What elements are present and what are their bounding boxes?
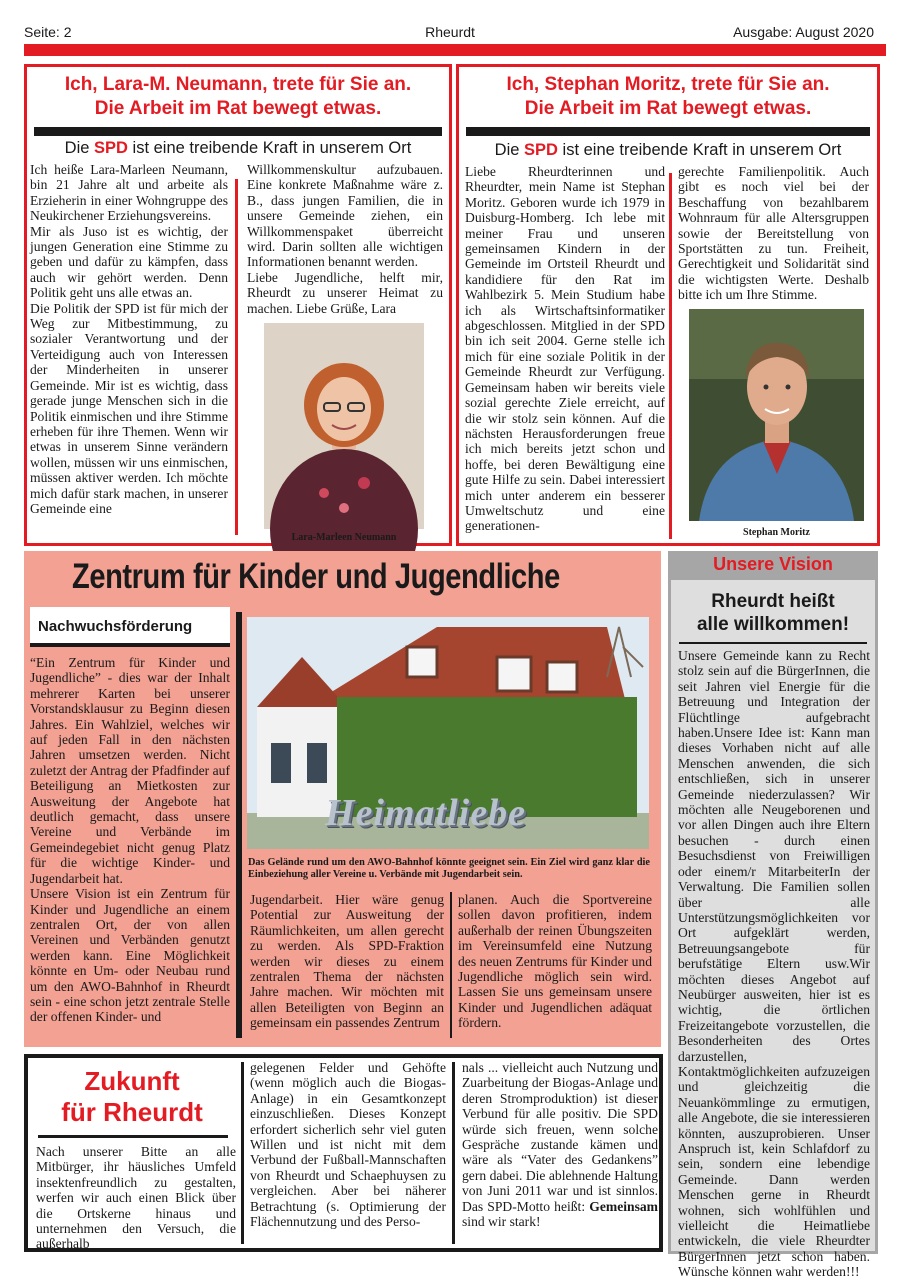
vision-box <box>668 577 878 1280</box>
zentrum-column-left: “Ein Zentrum für Kinder und Jugendliche” - dies war der Inhalt mehrerer Karten bei unserer Vorstandsklausur zu Beginn diesen Jahres. Ein Wahlziel, welches wir auf jeden Fall in den nächsten Jahren umsetzen werden. Nicht zuletzt der Antrag der Pfadfinder auf Beteiligung an Mietkosten zur Ausweitung der Angebote hat deutlich gemacht, dass unsere Vereine und Verbände im Gemeindegebiet nicht genug Platz für die wichtige Kinder- und Jugendarbeit hat. Unsere Vision ist ein Zentrum für Kinder und Jugendliche an einem zentralen Ort, der von allen Vereinen und Verbänden genutzt werden kann. Eine Möglichkeit könnte en Um- oder Neubau rund um den AWO-Bahnhof in Rheurdt sein - eine schon jetzt zentrale Stelle der offenen Kinder- und <box>30 655 230 1025</box>
profile-stephan <box>456 64 880 546</box>
headline-line-1: Ich, Lara-M. Neumann, trete für Sie an. <box>64 74 412 95</box>
headline-line-2: Die Arbeit im Rat bewegt etwas. <box>94 98 382 119</box>
headline-line-2: Die Arbeit im Rat bewegt etwas. <box>524 98 812 119</box>
zentrum-column-right: planen. Auch die Sportvereine sollen davon profitieren, indem außerhalb der reinen Übungszeiten im Vereinsumfeld eine Nutzung des neuen Zentrums für Kinder und Jugendliche möglich sein wird. Lassen Sie uns gemeinsam unsere Kinder und Jugendlichen adäquat fördern. <box>458 892 652 1031</box>
portrait-stephan-caption: Stephan Moritz <box>743 527 810 538</box>
vision-divider <box>679 642 867 644</box>
divider-bar <box>466 127 870 136</box>
profile-stephan-column-1: Liebe Rheurdterinnen und Rheurdter, mein Name ist Stephan Moritz. Geboren wurde ich 1979 in Duisburg-Homberg. Ich lebe mit meiner Frau und unseren gemeinsamen Kindern in der Gemeinde im Ortsteil Rheurdt und kandidiere für den Rat im Wahlbezirk 5. Mein Studium habe ich als Wirtschaftsinformatiker abgeschlossen. Mitglied in der SPD bin ich seit 2004. Gerne stelle ich mich für eine soziale Politik in der Gemeinde Rheurdt zur Verfügung. Gemeinsam haben wir bereits viele sozial gerechte Ziele erreicht, auf die wir stolz sein können. Auf die nächsten Herausforderungen freue ich mich bereits jetzt schon und hoffe, bei deren Bewältigung eine gute Hilfe zu sein. Dabei interessiert mich unter anderem ein besserer Umweltschutz und eine generationen- <box>465 164 665 534</box>
zukunft-box <box>24 1054 663 1252</box>
column-rule-thin <box>450 892 452 1038</box>
nachwuchs-label-box <box>30 607 230 647</box>
zukunft-divider <box>38 1135 228 1138</box>
headline-line-1: Ich, Stephan Moritz, trete für Sie an. <box>506 74 830 95</box>
photo-caption: Das Gelände rund um den AWO-Bahnhof könnte geeignet sein. Ein Ziel wird ganz klar die Einbeziehung aller Vereine u. Verbände mit Jugendarbeit sein. <box>248 857 650 880</box>
divider-bar <box>34 127 442 136</box>
column-rule <box>669 173 672 539</box>
heimatliebe-sign: Heimatliebe <box>325 792 526 834</box>
portrait-lara-caption: Lara-Marleen Neumann <box>291 532 397 543</box>
column-rule-black <box>236 612 242 1038</box>
zentrum-section <box>24 551 661 1047</box>
spd-tagline: Die SPD ist eine treibende Kraft in unserem Ort <box>64 139 412 157</box>
awo-bahnhof-photo <box>247 617 649 849</box>
zukunft-title: Zukunft für Rheurdt <box>61 1066 203 1127</box>
column-rule <box>235 179 238 535</box>
vision-title: Rheurdt heißt alle willkommen! <box>696 591 850 635</box>
masthead-title: Rheurdt <box>425 24 475 40</box>
profile-lara-headline <box>27 73 449 121</box>
vision-label: Unsere Vision <box>668 551 878 577</box>
column-rule <box>241 1062 244 1244</box>
issue-date: Ausgabe: August 2020 <box>733 24 874 40</box>
zentrum-title: Zentrum für Kinder und Jugendliche <box>72 557 560 596</box>
page-number: Seite: 2 <box>24 24 72 40</box>
portrait-lara <box>264 323 424 529</box>
zentrum-column-middle: Jugendarbeit. Hier wäre genug Potential zur Ausweitung der Räumlichkeiten, um allen gerecht zu werden. Als SPD-Fraktion werden wir dieses zu einem zentralen Thema der nächsten Jahre machen. Wir möchten mit allen Beteiligten von Beginn an gemeinsam ein passendes Zentrum <box>250 892 444 1031</box>
vision-text: Unsere Gemeinde kann zu Recht stolz sein auf die BürgerInnen, die seit Jahren viel Energie für die Betreuung und Integration der Flüchtlinge aufgebracht haben.Unsere Idee ist: Kann man dieses Vorhaben nicht auf alle Menschen anwenden, die sich entschließen, sich in unserer Gemeinde niederzulassen? Wir möchten alle Neugeborenen und vor allen Dingen auch ihre Eltern besuchen - durch einen Besuchsdienst von Freiwilligen oder einem/r MitarbeiterIn der Verwaltung. Die Familien sollen über alle Unterstützungsmöglichkeiten vor Ort aufgeklärt werden, Betreuungsangebote für berufstätige Eltern usw.Wir möchten dieses Angebot auf Neubürger ausweiten, hier ist es wichtig, die örtlichen Freizeitangebote vorzustellen, die Besonderheiten des Ortes darzustellen, Kontaktmöglichkeiten aufzuzeigen und gleichzeitig die Neuankömmlinge zu ermutigen, alle Angebote, die sie interessieren könnten, auszuprobieren. Unser Anspruch ist, kein Schlafdorf zu sein, sondern eine lebendige Gemeinde. Dann werden Menschen gerne in Rheurdt wohnen, sich wohlfühlen und vielleicht die Heimatliebe entwickeln, die viele Rheurdter BürgerInnen jetzt schon haben. Wünsche können wahr werden!!! <box>678 648 870 1280</box>
profile-lara-column-2: Willkommenskultur aufzubauen. Eine konkrete Maßnahme wäre z. B., dass jungen Familien, die in unsere Gemeinde ziehen, ein Willkommenspaket überreicht wird. Darin sollten alle wichtigen Informationen benannt werden. Liebe Jugendliche, helft mir, Rheurdt zu unserer Heimat zu machen. Liebe Grüße, Lara <box>247 162 443 316</box>
profile-lara-column-1: Ich heiße Lara-Marleen Neumann, bin 21 Jahre alt und arbeite als Erzieherin in einer Wohngruppe des Neukirchener Erziehungsvereins. Mir als Juso ist es wichtig, der jungen Generation eine Stimme zu geben und dafür zu kämpfen, dass auch wir gehört werden. Denn Politik geht uns alle etwas an. Die Politik der SPD ist für mich der Weg zur Mitbestimmung, zu sozialer Verantwortung und der Verteidigung auch von Interessen der Minderheiten in unserer Gemeinde. Mir ist es wichtig, dass gerade junge Menschen sich in die Politik einmischen und ihre Stimme erheben für ihre Themen. Wenn wir etwas in unserem Sinne verändern wollen, müssen wir uns einmischen, müssen aktiver werden. Ich möchte mich dafür stark machen, in unserer Gemeinde eine <box>30 162 228 516</box>
profile-lara <box>24 64 452 546</box>
profile-stephan-headline <box>459 73 877 121</box>
header-rule <box>24 44 886 56</box>
profile-stephan-column-2: gerechte Familienpolitik. Auch gibt es noch viel bei der Beschaffung von bezahlbarem Wohnraum für alle Altersgruppen sowie der Bereitstellung von Sportstätten zu tun. Freiheit, Gerechtigkeit und Solidarität sind die wichtigsten Werte. Deshalb bitte ich um Ihre Stimme. <box>678 164 869 303</box>
zukunft-column-1: Nach unserer Bitte an alle Mitbürger, ihr häusliches Umfeld insektenfreundlich zu gestalten, werfen wir auch einen Blick über die Ortskerne hinaus und unternehmen den Versuch, die außerhalb <box>36 1144 236 1252</box>
spd-tagline: Die SPD ist eine treibende Kraft in unserem Ort <box>494 141 842 159</box>
zukunft-column-2: gelegenen Felder und Gehöfte (wenn möglich auch die Biogas-Anlage) in ein Gesamtkonzept einzuschließen. Dieses Konzept erfordert sicherlich sehr viel guten Willen und ist nicht mit dem Verbund der Fußball-Mannschaften von Rheurdt und Schaephuysen zu vergleichen. Aber bei näherer Betrachtung (s. Optimierung der Flächennutzung und des Perso- <box>250 1060 446 1230</box>
portrait-stephan-image <box>689 309 864 521</box>
column-rule <box>452 1062 455 1244</box>
portrait-stephan <box>689 309 864 521</box>
zukunft-column-3: nals ... vielleicht auch Nutzung und Zuarbeitung der Biogas-Anlage und deren Stromproduktion) ist dieser Verbund für alle positiv. Die SPD würde sich freuen, wenn solche Gespräche zustande kämen und wäre als “Vater des Gedankens” gern dabei. Die ablehnende Haltung von Juni 2011 war und ist sinnlos. Das SPD-Motto heißt: Gemeinsam sind wir stark! <box>462 1060 658 1230</box>
nachwuchs-title: Nachwuchsförderung <box>38 618 193 635</box>
portrait-lara-image <box>264 323 424 529</box>
